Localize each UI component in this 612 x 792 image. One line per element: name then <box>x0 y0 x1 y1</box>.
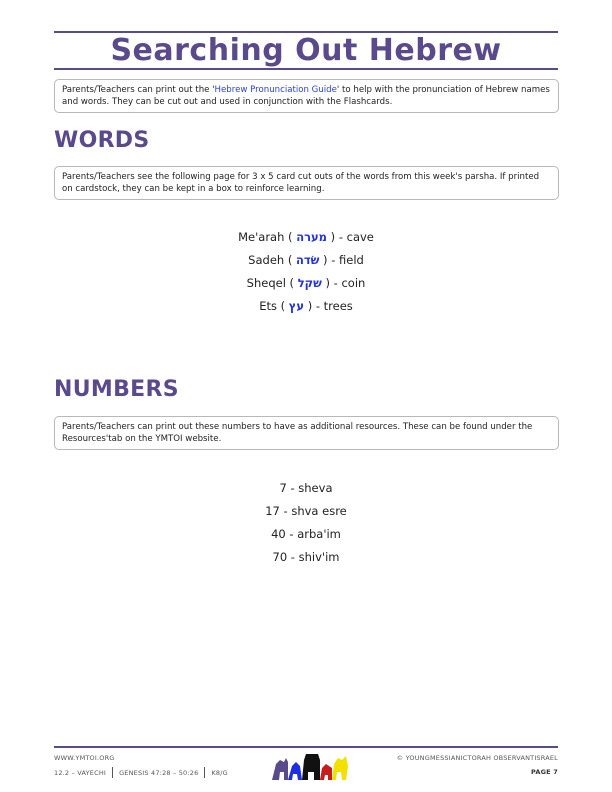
word-hebrew: מערה <box>296 230 328 244</box>
word-hebrew: שׂדה <box>296 253 320 267</box>
footer-divider <box>204 767 205 778</box>
footer-website[interactable]: WWW.YMTOI.ORG <box>54 754 115 762</box>
page-title: Searching Out Hebrew <box>110 33 502 68</box>
intro-note-text-after: ' to help with the pronunciation of Hebrew names and words. They can be cut out and used in conjunction with the Flashcards. <box>62 85 550 107</box>
words-heading: WORDS <box>54 128 150 153</box>
number-word: shiv'im <box>298 550 340 564</box>
number-item: 40 - arba'im <box>271 527 341 541</box>
word-meaning: field <box>339 253 364 267</box>
word-transliteration: Sheqel <box>246 276 286 290</box>
number-value: 17 <box>265 504 280 518</box>
word-meaning: trees <box>323 299 353 313</box>
word-hebrew: עץ <box>288 299 305 313</box>
words-list <box>54 226 558 318</box>
page-number: PAGE 7 <box>531 768 558 776</box>
number-word: sheva <box>298 481 333 495</box>
number-item: 17 - shva esre <box>265 504 347 518</box>
footer-divider <box>112 767 113 778</box>
number-item: 7 - sheva <box>279 481 333 495</box>
number-value: 40 <box>271 527 286 541</box>
footer-left <box>54 754 228 778</box>
numbers-heading: NUMBERS <box>54 377 179 402</box>
word-transliteration: Sadeh <box>248 253 285 267</box>
word-item: Ets ( עץ ) - trees <box>259 299 353 313</box>
footer-right <box>397 754 558 776</box>
footer-reference: GENESIS 47:28 – 50:26 <box>119 768 199 777</box>
words-note: Parents/Teachers see the following page for 3 x 5 card cut outs of the words from this week's parsha. If printed on cardstock, they can be kept in a box to reinforce learning. <box>54 166 559 200</box>
intro-note-text-before: Parents/Teachers can print out the ' <box>62 85 215 95</box>
footer-lesson: 12.2 – VAYECHI <box>54 768 107 777</box>
number-value: 70 <box>272 550 288 564</box>
pronunciation-guide-link[interactable]: Hebrew Pronunciation Guide <box>214 85 337 95</box>
number-value: 7 <box>279 481 287 495</box>
word-transliteration: Ets <box>259 299 277 313</box>
number-word: shva esre <box>291 504 347 518</box>
word-item: Me'arah ( מערה ) - cave <box>238 230 374 244</box>
ymtoi-logo-icon <box>268 750 352 782</box>
title-underline <box>54 68 558 70</box>
word-meaning: cave <box>346 230 374 244</box>
numbers-note: Parents/Teachers can print out these numbers to have as additional resources. These can be found under the Resources'tab on the YMTOI website. <box>54 416 559 450</box>
footer-copyright: © YOUNGMESSIANICTORAH OBSERVANTISRAEL <box>396 754 558 762</box>
numbers-list <box>54 477 558 569</box>
footer-grade: K8/G <box>211 768 228 777</box>
word-meaning: coin <box>341 276 366 290</box>
word-hebrew: שקל <box>297 276 322 290</box>
intro-note <box>54 79 559 113</box>
word-transliteration: Me'arah <box>238 230 285 244</box>
word-item: Sheqel ( שקל ) - coin <box>246 276 366 290</box>
number-item: 70 - shiv'im <box>272 550 340 564</box>
number-word: arba'im <box>297 527 341 541</box>
footer-rule <box>54 746 558 748</box>
word-item: Sadeh ( שׂדה ) - field <box>248 253 364 267</box>
